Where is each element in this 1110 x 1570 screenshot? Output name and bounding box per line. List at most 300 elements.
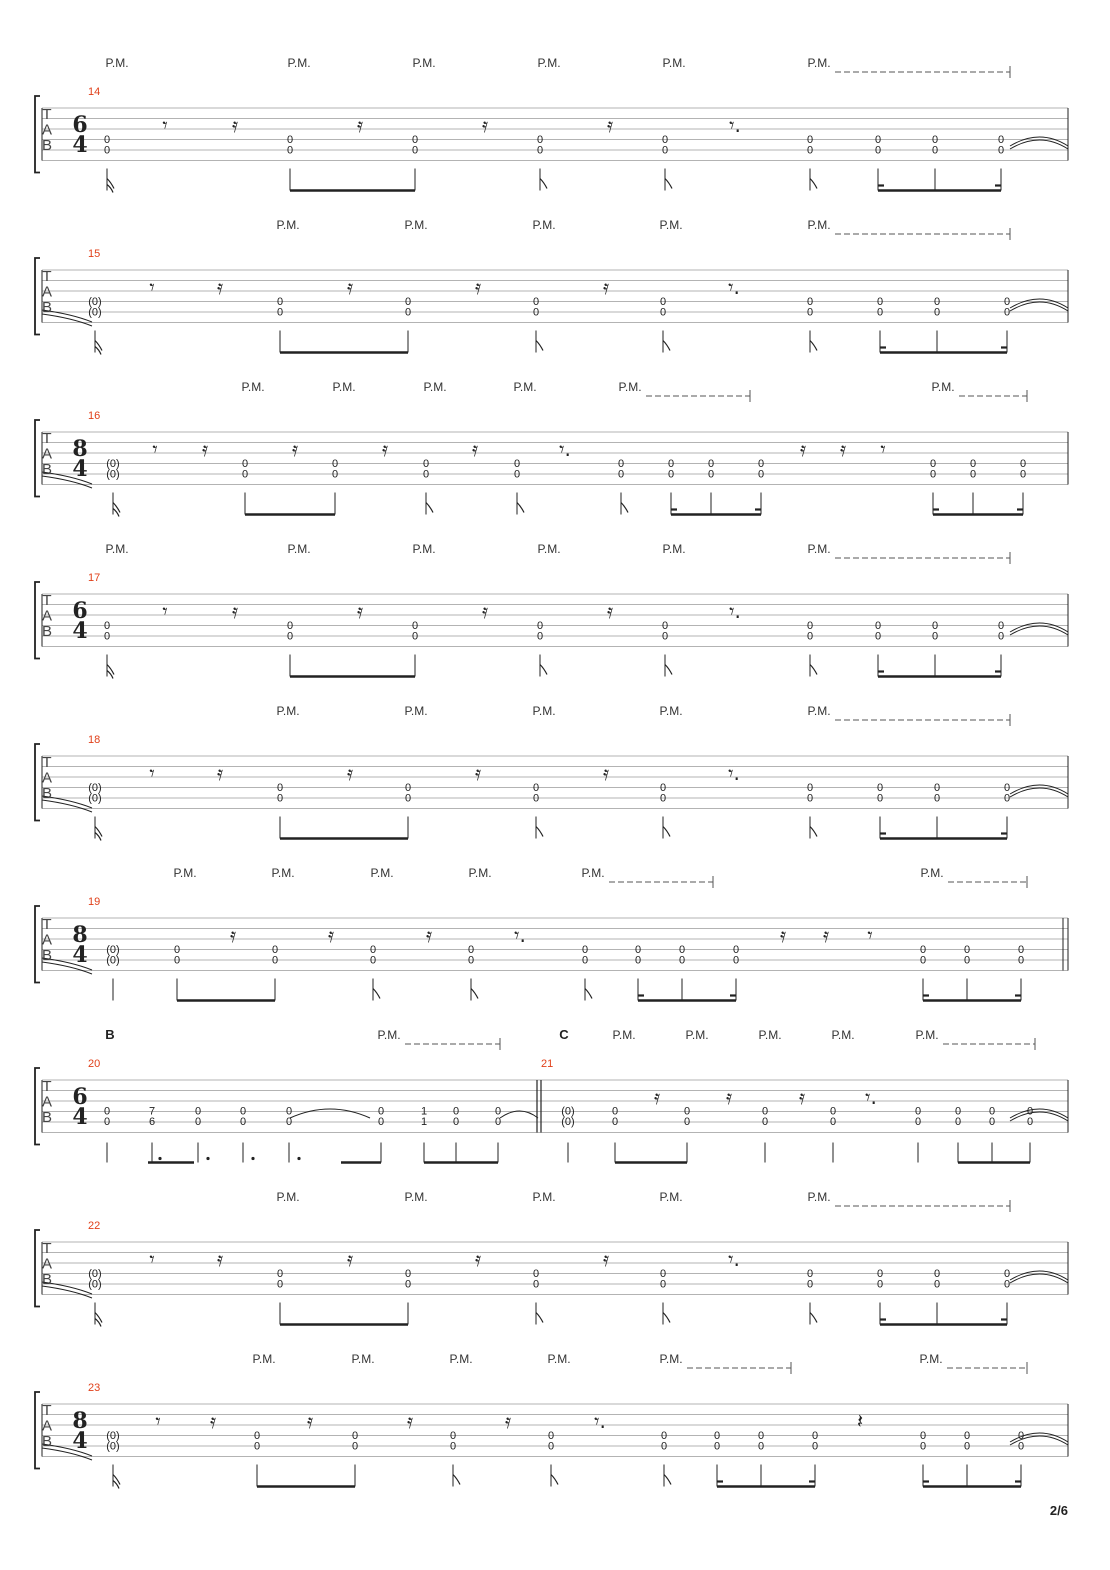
rest-symbol: 𝄿 (653, 1085, 661, 1109)
tie-arc (290, 1109, 370, 1118)
fret-number: 0 (1017, 944, 1025, 956)
fret-number: 0 (1019, 468, 1027, 481)
fret-number: 0 (286, 630, 294, 643)
fret-number: 0 (661, 144, 669, 157)
fret-number: 0 (933, 782, 941, 794)
fret-number: 0 (659, 1268, 667, 1280)
palm-mute-label: P.M. (807, 56, 831, 70)
fret-number: 0 (997, 144, 1005, 157)
note-flag (95, 1313, 102, 1323)
tab-clef-letter: A (41, 1093, 53, 1111)
fret-number: 0 (931, 144, 939, 157)
rest-symbol: 𝄿 (602, 1247, 610, 1271)
rest-symbol: 𝄿 (602, 761, 610, 785)
fret-number: 0 (271, 954, 279, 967)
tab-clef-letter: T (42, 430, 52, 447)
rest-symbol: 𝄿 (822, 923, 830, 947)
rest-symbol: 𝄾. (728, 275, 740, 299)
fret-number: 0 (449, 1430, 457, 1442)
fret-number: 0 (276, 1268, 284, 1280)
fret-number: 0 (581, 954, 589, 967)
tie-arc (500, 1111, 538, 1118)
palm-mute-label: P.M. (513, 380, 537, 394)
fret-number: 0 (732, 944, 740, 956)
fret-number: 0 (241, 468, 249, 481)
fret-number: (0) (88, 792, 102, 805)
tab-clef-letter: B (41, 623, 53, 640)
fret-number: 0 (683, 1105, 691, 1118)
fret-number: 0 (933, 296, 941, 308)
rest-symbol: 𝄿 (216, 1247, 224, 1271)
palm-mute-label: P.M. (241, 380, 265, 394)
fret-number: 0 (617, 458, 625, 470)
tab-clef-letter: A (41, 769, 53, 787)
fret-number: 0 (1003, 296, 1011, 308)
note-flag (810, 1313, 817, 1323)
palm-mute-label: P.M. (105, 56, 129, 70)
fret-number: 0 (661, 134, 669, 146)
tab-system (35, 542, 1068, 679)
fret-number: 0 (404, 306, 412, 319)
fret-number: 0 (806, 630, 814, 643)
palm-mute-label: P.M. (685, 1028, 709, 1042)
tab-clef-letter: T (42, 268, 52, 285)
rest-symbol: 𝄿 (798, 1085, 806, 1109)
fret-number: 1 (420, 1116, 428, 1128)
rest-symbol: 𝄿 (229, 923, 237, 947)
note-flag (107, 179, 114, 189)
fret-number: 0 (103, 630, 111, 643)
measure-number: 19 (88, 896, 101, 908)
fret-number: (0) (106, 1430, 120, 1442)
rest-symbol: 𝄿 (474, 1247, 482, 1271)
rest-symbol: 𝄾 (880, 437, 886, 461)
fret-number: 0 (914, 1116, 922, 1128)
fret-number: 0 (285, 1105, 293, 1118)
time-signature-bottom: 4 (72, 132, 88, 158)
fret-number: 0 (404, 1278, 412, 1291)
rest-symbol: 𝄿 (291, 437, 299, 461)
rest-symbol: 𝄾. (559, 437, 571, 461)
fret-number: 0 (761, 1116, 769, 1128)
measure-number: 21 (541, 1058, 554, 1070)
fret-number: 0 (757, 458, 765, 470)
rest-symbol: 𝄿 (306, 1409, 314, 1433)
note-flag (536, 1313, 543, 1323)
rest-symbol: 𝄾. (729, 599, 741, 623)
page-number: 2/6 (1049, 1503, 1068, 1518)
fret-number: 0 (532, 296, 540, 308)
measure-number: 14 (88, 86, 101, 98)
fret-number: 0 (173, 954, 181, 967)
fret-number: 0 (659, 792, 667, 805)
rest-symbol: 𝄿 (356, 599, 364, 623)
fret-number: 0 (411, 630, 419, 643)
fret-number: 0 (286, 144, 294, 157)
fret-number: 0 (404, 792, 412, 805)
note-flag (95, 341, 102, 351)
fret-number: 0 (286, 134, 294, 146)
rest-symbol: 𝄾. (514, 923, 526, 947)
fret-number: (0) (88, 1268, 102, 1280)
fret-number: 0 (678, 944, 686, 956)
fret-number: 0 (532, 1268, 540, 1280)
note-flag (664, 1475, 671, 1485)
rest-symbol: 𝄿 (231, 599, 239, 623)
rest-symbol: 𝄿 (474, 275, 482, 299)
dot (206, 1157, 209, 1160)
fret-number: 0 (874, 144, 882, 157)
note-flag (113, 1475, 120, 1485)
fret-number: (0) (88, 1278, 102, 1291)
note-flag (810, 665, 817, 675)
fret-number: 0 (1017, 954, 1025, 967)
fret-number: 0 (411, 134, 419, 146)
fret-number: 0 (931, 134, 939, 146)
rest-symbol: 𝄾. (594, 1409, 606, 1433)
palm-mute-label: P.M. (931, 380, 955, 394)
fret-number: 0 (532, 1278, 540, 1291)
palm-mute-label: P.M. (807, 704, 831, 718)
rest-symbol: 𝄿 (606, 113, 614, 137)
tab-clef-letter: B (41, 1433, 53, 1450)
fret-number: (0) (88, 782, 102, 794)
fret-number: 0 (331, 458, 339, 470)
rest-symbol: 𝄿 (725, 1085, 733, 1109)
note-flag (113, 503, 120, 513)
tab-system (35, 218, 1068, 355)
fret-number: 0 (988, 1116, 996, 1128)
note-flag (621, 503, 628, 513)
fret-number: 0 (933, 306, 941, 319)
rest-symbol: 𝄾. (728, 1247, 740, 1271)
time-signature-top: 6 (72, 1084, 88, 1110)
palm-mute-label: P.M. (659, 704, 683, 718)
fret-number: 0 (452, 1105, 460, 1118)
fret-number: 0 (806, 134, 814, 146)
tab-clef-letter: B (41, 785, 53, 802)
rest-symbol: 𝄾 (155, 1409, 161, 1433)
note-flag (536, 341, 543, 351)
fret-number: 6 (148, 1116, 156, 1128)
fret-number: 0 (1003, 1278, 1011, 1291)
fret-number: 0 (1003, 792, 1011, 805)
time-signature-top: 6 (72, 598, 88, 624)
fret-number: 0 (707, 458, 715, 470)
palm-mute-label: P.M. (276, 1190, 300, 1204)
tab-clef-letter: A (41, 1417, 53, 1435)
palm-mute-label: P.M. (468, 866, 492, 880)
fret-number: 0 (611, 1105, 619, 1118)
fret-number: 0 (173, 944, 181, 956)
fret-number: 0 (276, 1278, 284, 1291)
palm-mute-label: P.M. (581, 866, 605, 880)
fret-number: 0 (997, 620, 1005, 632)
note-flag (810, 341, 817, 351)
palm-mute-label: P.M. (807, 218, 831, 232)
measure-number: 20 (88, 1058, 101, 1070)
palm-mute-label: P.M. (287, 56, 311, 70)
rest-symbol: 𝄿 (471, 437, 479, 461)
fret-number: 0 (422, 468, 430, 481)
fret-number: 0 (1019, 458, 1027, 470)
time-signature-bottom: 4 (72, 618, 88, 644)
note-flag (585, 989, 592, 999)
fret-number: 0 (707, 468, 715, 481)
fret-number: 0 (513, 458, 521, 470)
fret-number: 0 (239, 1116, 247, 1128)
tab-clef-letter: B (41, 1271, 53, 1288)
fret-number: 0 (194, 1105, 202, 1118)
fret-number: 0 (876, 306, 884, 319)
fret-number: 0 (806, 620, 814, 632)
note-flag (517, 503, 524, 513)
fret-number: 0 (1026, 1105, 1034, 1118)
fret-number: 0 (194, 1116, 202, 1128)
fret-number: 0 (611, 1116, 619, 1128)
tab-clef-letter: A (41, 445, 53, 463)
fret-number: 0 (806, 1268, 814, 1280)
measure-number: 18 (88, 734, 101, 746)
fret-number: 0 (286, 620, 294, 632)
rest-symbol: 𝄾 (149, 761, 155, 785)
section-label: C (559, 1027, 569, 1042)
tab-system (35, 704, 1068, 841)
fret-number: 0 (536, 144, 544, 157)
note-flag (540, 665, 547, 675)
fret-number: 0 (667, 458, 675, 470)
tab-clef-letter: A (41, 607, 53, 625)
fret-number: 0 (634, 954, 642, 967)
fret-number: 0 (276, 306, 284, 319)
fret-number: 0 (103, 134, 111, 146)
fret-number: 0 (988, 1105, 996, 1118)
fret-number: 0 (422, 458, 430, 470)
time-signature-bottom: 4 (72, 1428, 88, 1454)
palm-mute-label: P.M. (915, 1028, 939, 1042)
fret-number: 0 (667, 468, 675, 481)
tab-clef-letter: A (41, 1255, 53, 1273)
fret-number: 0 (634, 944, 642, 956)
tab-clef-letter: T (42, 592, 52, 609)
fret-number: 0 (1003, 782, 1011, 794)
fret-number: 0 (617, 468, 625, 481)
fret-number: 0 (411, 620, 419, 632)
fret-number: 0 (963, 954, 971, 967)
note-flag (663, 827, 670, 837)
fret-number: 0 (931, 620, 939, 632)
fret-number: 0 (806, 306, 814, 319)
fret-number: 0 (239, 1105, 247, 1118)
tab-system (35, 380, 1068, 517)
note-flag (453, 1475, 460, 1485)
fret-number: 0 (452, 1116, 460, 1128)
fret-number: 0 (103, 1105, 111, 1118)
palm-mute-label: P.M. (618, 380, 642, 394)
fret-number: (0) (106, 1440, 120, 1453)
fret-number: 0 (660, 1430, 668, 1442)
tab-system (35, 56, 1068, 193)
fret-number: 0 (732, 954, 740, 967)
fret-number: 0 (933, 1268, 941, 1280)
rest-symbol: 𝄿 (504, 1409, 512, 1433)
fret-number: (0) (88, 296, 102, 308)
note-flag (810, 179, 817, 189)
rest-symbol: 𝄿 (201, 437, 209, 461)
palm-mute-label: P.M. (351, 1352, 375, 1366)
fret-number: 0 (547, 1440, 555, 1453)
fret-number: 0 (411, 144, 419, 157)
system-bracket (35, 1392, 40, 1469)
time-signature-top: 6 (72, 112, 88, 138)
fret-number: 0 (829, 1105, 837, 1118)
rest-symbol: 𝄾 (162, 113, 168, 137)
fret-number: 0 (467, 944, 475, 956)
fret-number: 0 (933, 1278, 941, 1291)
tab-clef-letter: T (42, 1402, 52, 1419)
fret-number: (0) (106, 468, 120, 481)
fret-number: 0 (1017, 1440, 1025, 1453)
fret-number: 0 (914, 1105, 922, 1118)
tab-clef-letter: B (41, 1109, 53, 1126)
fret-number: 0 (1003, 306, 1011, 319)
fret-number: 0 (811, 1430, 819, 1442)
fret-number: 0 (513, 468, 521, 481)
palm-mute-label: P.M. (105, 542, 129, 556)
fret-number: 0 (449, 1440, 457, 1453)
tab-clef-letter: B (41, 461, 53, 478)
palm-mute-label: P.M. (537, 56, 561, 70)
dot (158, 1157, 161, 1160)
fret-number: 0 (253, 1440, 261, 1453)
tab-clef-letter: A (41, 121, 53, 139)
palm-mute-label: P.M. (831, 1028, 855, 1042)
note-flag (663, 1313, 670, 1323)
palm-mute-label: P.M. (662, 56, 686, 70)
rest-symbol: 𝄿 (481, 113, 489, 137)
palm-mute-label: P.M. (377, 1028, 401, 1042)
rest-symbol: 𝄾 (162, 599, 168, 623)
fret-number: 0 (919, 1430, 927, 1442)
fret-number: 0 (659, 306, 667, 319)
fret-number: 0 (933, 792, 941, 805)
rest-symbol: 𝄿 (381, 437, 389, 461)
rest-symbol: 𝄿 (481, 599, 489, 623)
fret-number: 0 (377, 1105, 385, 1118)
fret-number: 0 (660, 1440, 668, 1453)
measure-number: 15 (88, 248, 101, 260)
fret-number: 0 (659, 1278, 667, 1291)
fret-number: 0 (874, 620, 882, 632)
palm-mute-label: P.M. (659, 1352, 683, 1366)
rest-symbol: 𝄾. (728, 761, 740, 785)
fret-number: 0 (829, 1116, 837, 1128)
time-signature-top: 8 (72, 1408, 88, 1434)
palm-mute-label: P.M. (547, 1352, 571, 1366)
palm-mute-label: P.M. (404, 704, 428, 718)
fret-number: 0 (547, 1430, 555, 1442)
fret-number: 0 (369, 954, 377, 967)
rest-symbol: 𝄿 (346, 275, 354, 299)
tab-clef-letter: T (42, 106, 52, 123)
fret-number: 0 (271, 944, 279, 956)
time-signature-top: 8 (72, 436, 88, 462)
rest-symbol: 𝄿 (356, 113, 364, 137)
rest-symbol: 𝄾 (149, 1247, 155, 1271)
fret-number: 0 (377, 1116, 385, 1128)
tab-clef-letter: A (41, 931, 53, 949)
palm-mute-label: P.M. (612, 1028, 636, 1042)
palm-mute-label: P.M. (271, 866, 295, 880)
rest-symbol: 𝄿 (216, 761, 224, 785)
rest-symbol: 𝄾 (867, 923, 873, 947)
fret-number: 0 (467, 954, 475, 967)
rest-symbol: 𝄾 (149, 275, 155, 299)
rest-symbol: 𝄿 (474, 761, 482, 785)
rest-symbol: 𝄿 (425, 923, 433, 947)
rest-symbol: 𝄿 (346, 761, 354, 785)
fret-number: 0 (1017, 1430, 1025, 1442)
palm-mute-label: P.M. (252, 1352, 276, 1366)
measure-number: 17 (88, 572, 101, 584)
system-bracket (35, 906, 40, 983)
tab-system (35, 1352, 1068, 1489)
palm-mute-label: P.M. (404, 1190, 428, 1204)
fret-number: 0 (276, 782, 284, 794)
fret-number: 0 (103, 620, 111, 632)
fret-number: 0 (811, 1440, 819, 1453)
fret-number: 0 (929, 458, 937, 470)
fret-number: 0 (919, 944, 927, 956)
measure-number: 23 (88, 1382, 101, 1394)
fret-number: 0 (997, 630, 1005, 643)
fret-number: 0 (954, 1116, 962, 1128)
rest-symbol: 𝄾. (865, 1085, 877, 1109)
palm-mute-label: P.M. (920, 866, 944, 880)
rest-symbol: 𝄾. (729, 113, 741, 137)
fret-number: 0 (919, 954, 927, 967)
tab-system (35, 1027, 1068, 1163)
note-flag (540, 179, 547, 189)
rest-symbol: 𝄿 (606, 599, 614, 623)
fret-number: 0 (876, 782, 884, 794)
fret-number: 0 (954, 1105, 962, 1118)
tab-clef-letter: T (42, 754, 52, 771)
time-signature-bottom: 4 (72, 1104, 88, 1130)
palm-mute-label: P.M. (659, 218, 683, 232)
rest-symbol: 𝄿 (346, 1247, 354, 1271)
palm-mute-label: P.M. (659, 1190, 683, 1204)
time-signature-top: 8 (72, 922, 88, 948)
palm-mute-label: P.M. (332, 380, 356, 394)
fret-number: 0 (532, 792, 540, 805)
fret-number: (0) (561, 1116, 575, 1128)
system-bracket (35, 582, 40, 659)
palm-mute-label: P.M. (173, 866, 197, 880)
palm-mute-label: P.M. (423, 380, 447, 394)
fret-number: 0 (874, 134, 882, 146)
fret-number: 0 (876, 1268, 884, 1280)
fret-number: 0 (678, 954, 686, 967)
fret-number: 0 (963, 1430, 971, 1442)
note-flag (663, 341, 670, 351)
fret-number: 0 (713, 1430, 721, 1442)
fret-number: 0 (874, 630, 882, 643)
palm-mute-label: P.M. (532, 1190, 556, 1204)
fret-number: 0 (919, 1440, 927, 1453)
fret-number: 0 (1003, 1268, 1011, 1280)
rest-symbol: 𝄽 (856, 1409, 864, 1433)
